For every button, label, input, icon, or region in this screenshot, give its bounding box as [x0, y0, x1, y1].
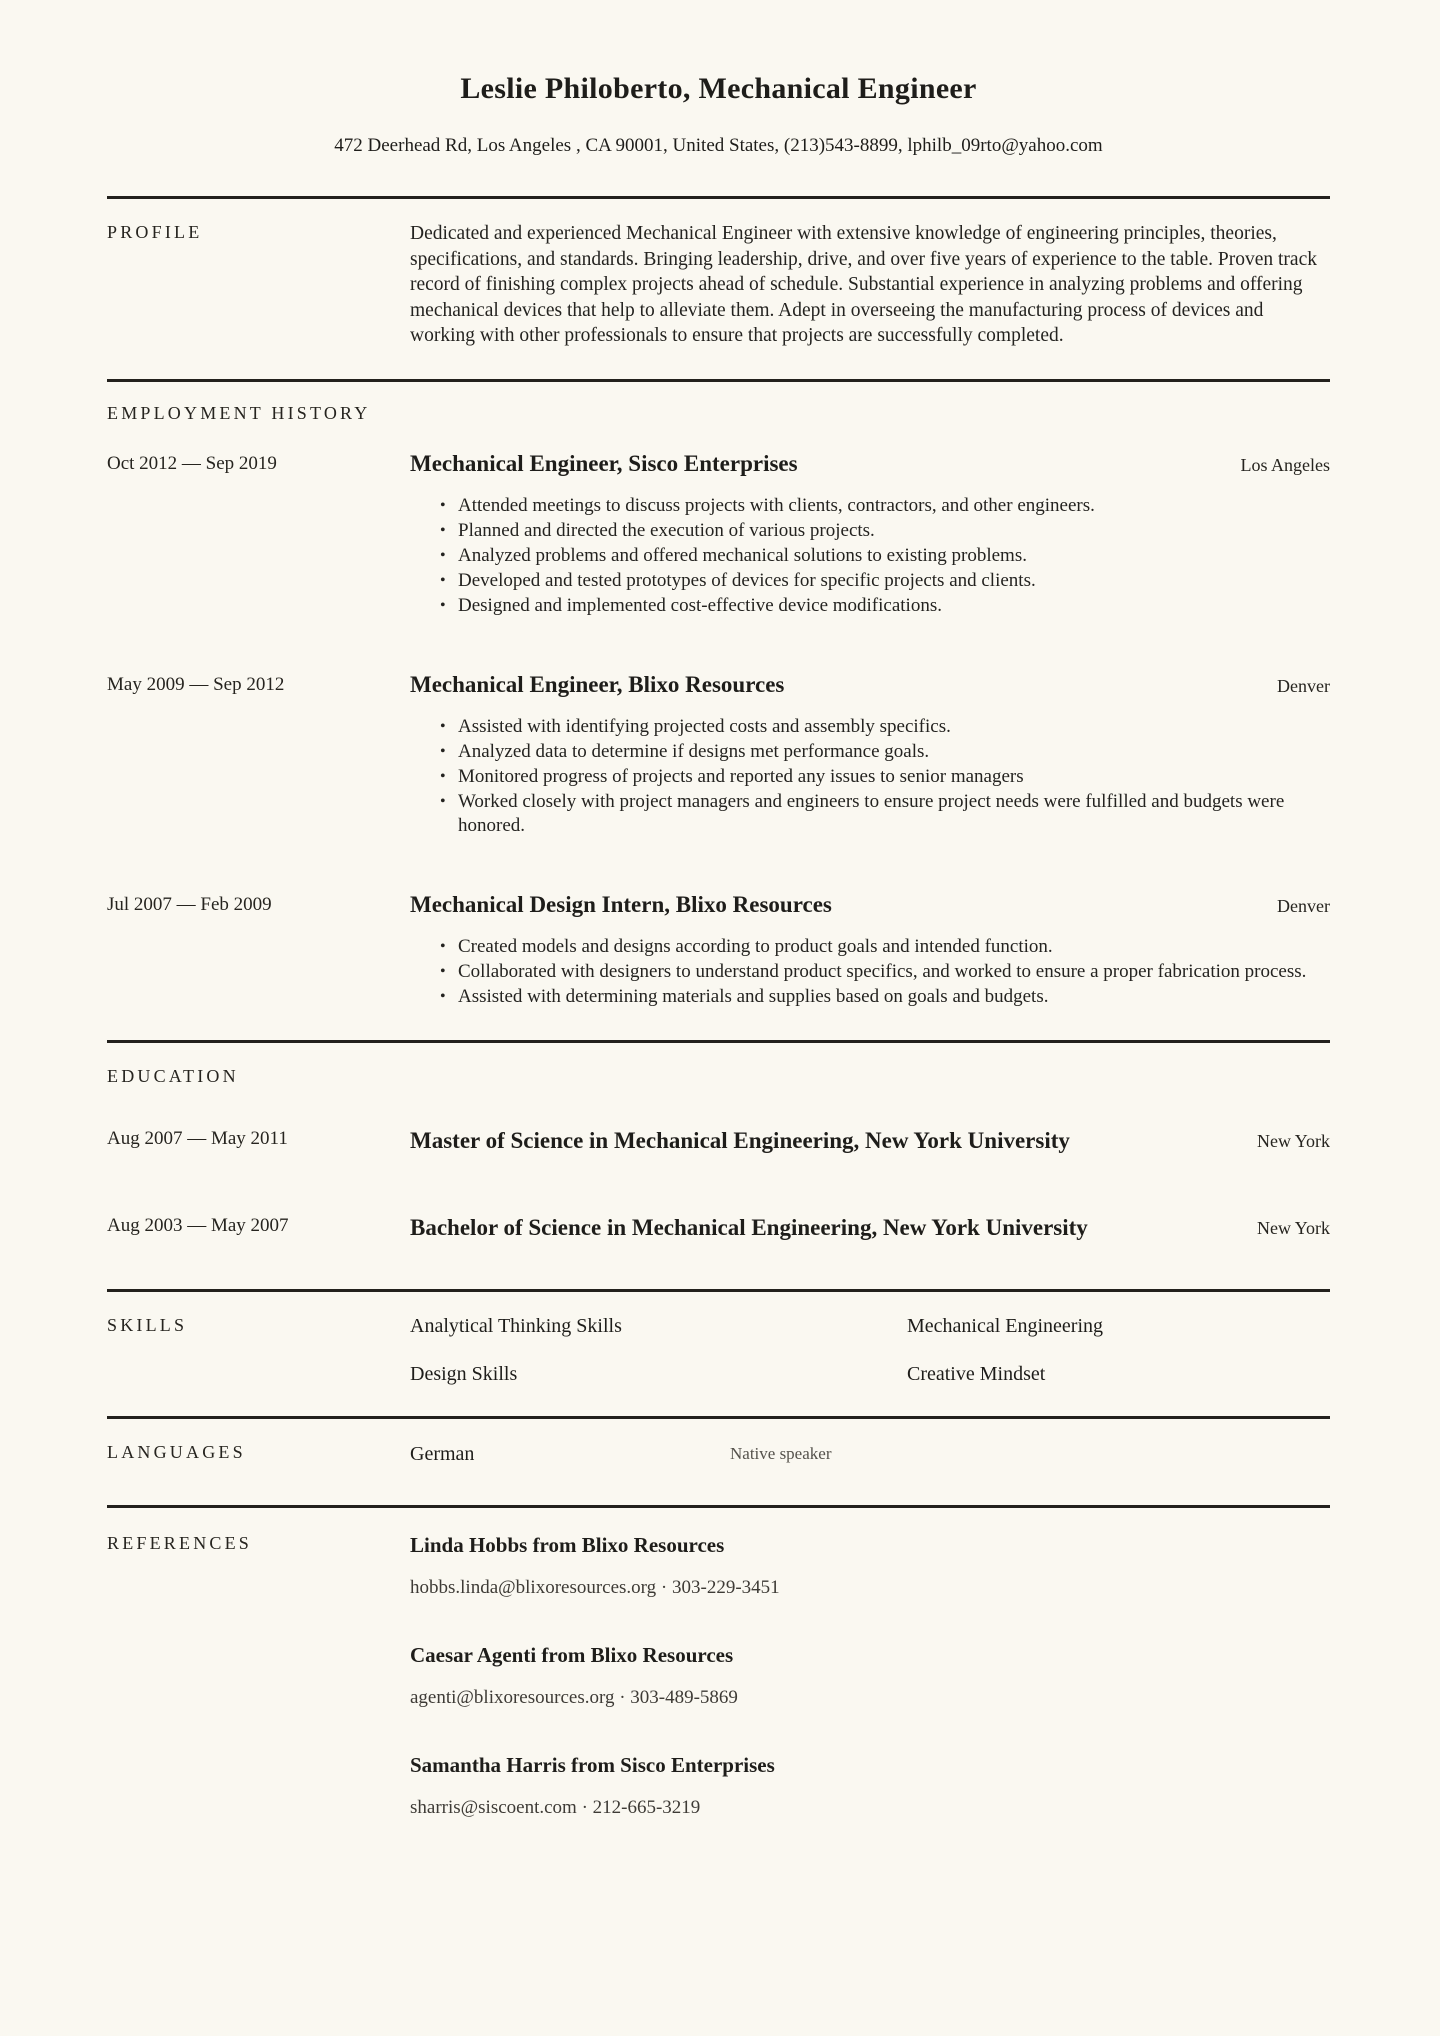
profile-section-label: PROFILE [107, 222, 203, 242]
job-bullet: • Analyzed problems and offered mechanical solutions to existing problems. [438, 544, 1330, 568]
job-bullet: • Planned and directed the execution of various projects. [438, 519, 1330, 543]
employment-entry [107, 671, 1330, 839]
education-location: New York [1256, 1217, 1330, 1238]
reference-entry [410, 1532, 1330, 1600]
language-entry [410, 1441, 1330, 1467]
skill-item: Mechanical Engineering [907, 1314, 1104, 1337]
education-dates: Aug 2007 — May 2011 [107, 1127, 288, 1149]
reference-entry [410, 1642, 1330, 1710]
languages-section [107, 1419, 1330, 1467]
reference-contact: hobbs.linda@blixoresources.org · 303-229-3451 [410, 1576, 780, 1598]
job-bullet: • Attended meetings to discuss projects with clients, contractors, and other engineers. [438, 494, 1330, 518]
references-list [410, 1532, 1330, 1820]
language-level: Native speaker [730, 1443, 832, 1463]
job-location: Denver [1277, 895, 1330, 916]
skills-section-label: SKILLS [107, 1314, 188, 1335]
contact-line: 472 Deerhead Rd, Los Angeles , CA 90001, United States, (213)543-8899, lphilb_09rto@yahoo.com [334, 135, 1103, 156]
employment-entry [107, 891, 1330, 1010]
reference-contact: agenti@blixoresources.org · 303-489-5869 [410, 1686, 738, 1708]
job-dates: May 2009 — Sep 2012 [107, 673, 285, 695]
education-section-label: EDUCATION [107, 1065, 239, 1086]
references-section-label: REFERENCES [107, 1532, 253, 1553]
reference-entry [410, 1752, 1330, 1820]
education-entry [107, 1212, 1330, 1243]
education-dates: Aug 2003 — May 2007 [107, 1214, 289, 1236]
job-bullet: • Developed and tested prototypes of devices for specific projects and clients. [438, 569, 1330, 593]
job-bullet: • Monitored progress of projects and reported any issues to senior managers [438, 765, 1330, 789]
job-bullet: • Designed and implemented cost-effective device modifications. [438, 594, 1330, 618]
reference-name: Linda Hobbs from Blixo Resources [410, 1532, 725, 1557]
education-degree: Bachelor of Science in Mechanical Engineering, New York University [410, 1214, 1088, 1240]
job-bullet-list [410, 715, 1330, 838]
skills-grid [410, 1314, 1330, 1386]
reference-contact: sharris@siscoent.com · 212-665-3219 [410, 1796, 701, 1818]
job-bullet: • Created models and designs according to product goals and intended function. [438, 935, 1330, 959]
profile-text: Dedicated and experienced Mechanical Engineer with extensive knowledge of engineering principles, theories, specifications, and standards. Bringing leadership, drive, and over five years of experience to the table. Proven track record of finishing complex projects ahead of schedule. Substantial experience in analyzing problems and offering mechanical devices that help to alleviate them. Adept in overseeing the manufacturing process of devices and working with other professionals to ensure that projects are successfully completed. [410, 223, 1317, 346]
job-title: Mechanical Engineer, Sisco Enterprises [410, 450, 798, 476]
skill-item: Analytical Thinking Skills [410, 1314, 622, 1337]
reference-name: Samantha Harris from Sisco Enterprises [410, 1752, 775, 1777]
job-bullet-list [410, 935, 1330, 1009]
skills-section [107, 1292, 1330, 1386]
job-title: Mechanical Design Intern, Blixo Resources [410, 891, 832, 917]
language-name: German [410, 1442, 475, 1465]
job-bullet-list [410, 494, 1330, 618]
education-entry [107, 1125, 1330, 1156]
job-bullet: • Worked closely with project managers and engineers to ensure project needs were fulfilled and budgets were honored. [438, 790, 1330, 838]
skill-item: Design Skills [410, 1362, 518, 1385]
resume-name-title: Leslie Philoberto, Mechanical Engineer [460, 72, 977, 105]
employment-section-label: EMPLOYMENT HISTORY [107, 402, 371, 423]
reference-name: Caesar Agenti from Blixo Resources [410, 1642, 734, 1667]
references-section [107, 1508, 1330, 1820]
job-bullet: • Assisted with determining materials and supplies based on goals and budgets. [438, 985, 1330, 1009]
job-bullet: • Analyzed data to determine if designs met performance goals. [438, 740, 1330, 764]
job-dates: Jul 2007 — Feb 2009 [107, 893, 272, 915]
job-location: Los Angeles [1240, 454, 1330, 475]
employment-section-header [107, 382, 1330, 424]
employment-entry [107, 450, 1330, 619]
education-section-header [107, 1043, 1330, 1087]
job-location: Denver [1277, 675, 1330, 696]
languages-section-label: LANGUAGES [107, 1441, 246, 1462]
job-bullet: • Collaborated with designers to understand product specifics, and worked to ensure a proper fabrication process. [438, 960, 1330, 984]
job-dates: Oct 2012 — Sep 2019 [107, 452, 277, 474]
education-location: New York [1256, 1130, 1330, 1151]
skill-item: Creative Mindset [907, 1362, 1046, 1385]
job-title: Mechanical Engineer, Blixo Resources [410, 671, 785, 697]
education-degree: Master of Science in Mechanical Engineering, New York University [410, 1127, 1070, 1153]
profile-section [107, 199, 1330, 349]
job-bullet: • Assisted with identifying projected costs and assembly specifics. [438, 715, 1330, 739]
